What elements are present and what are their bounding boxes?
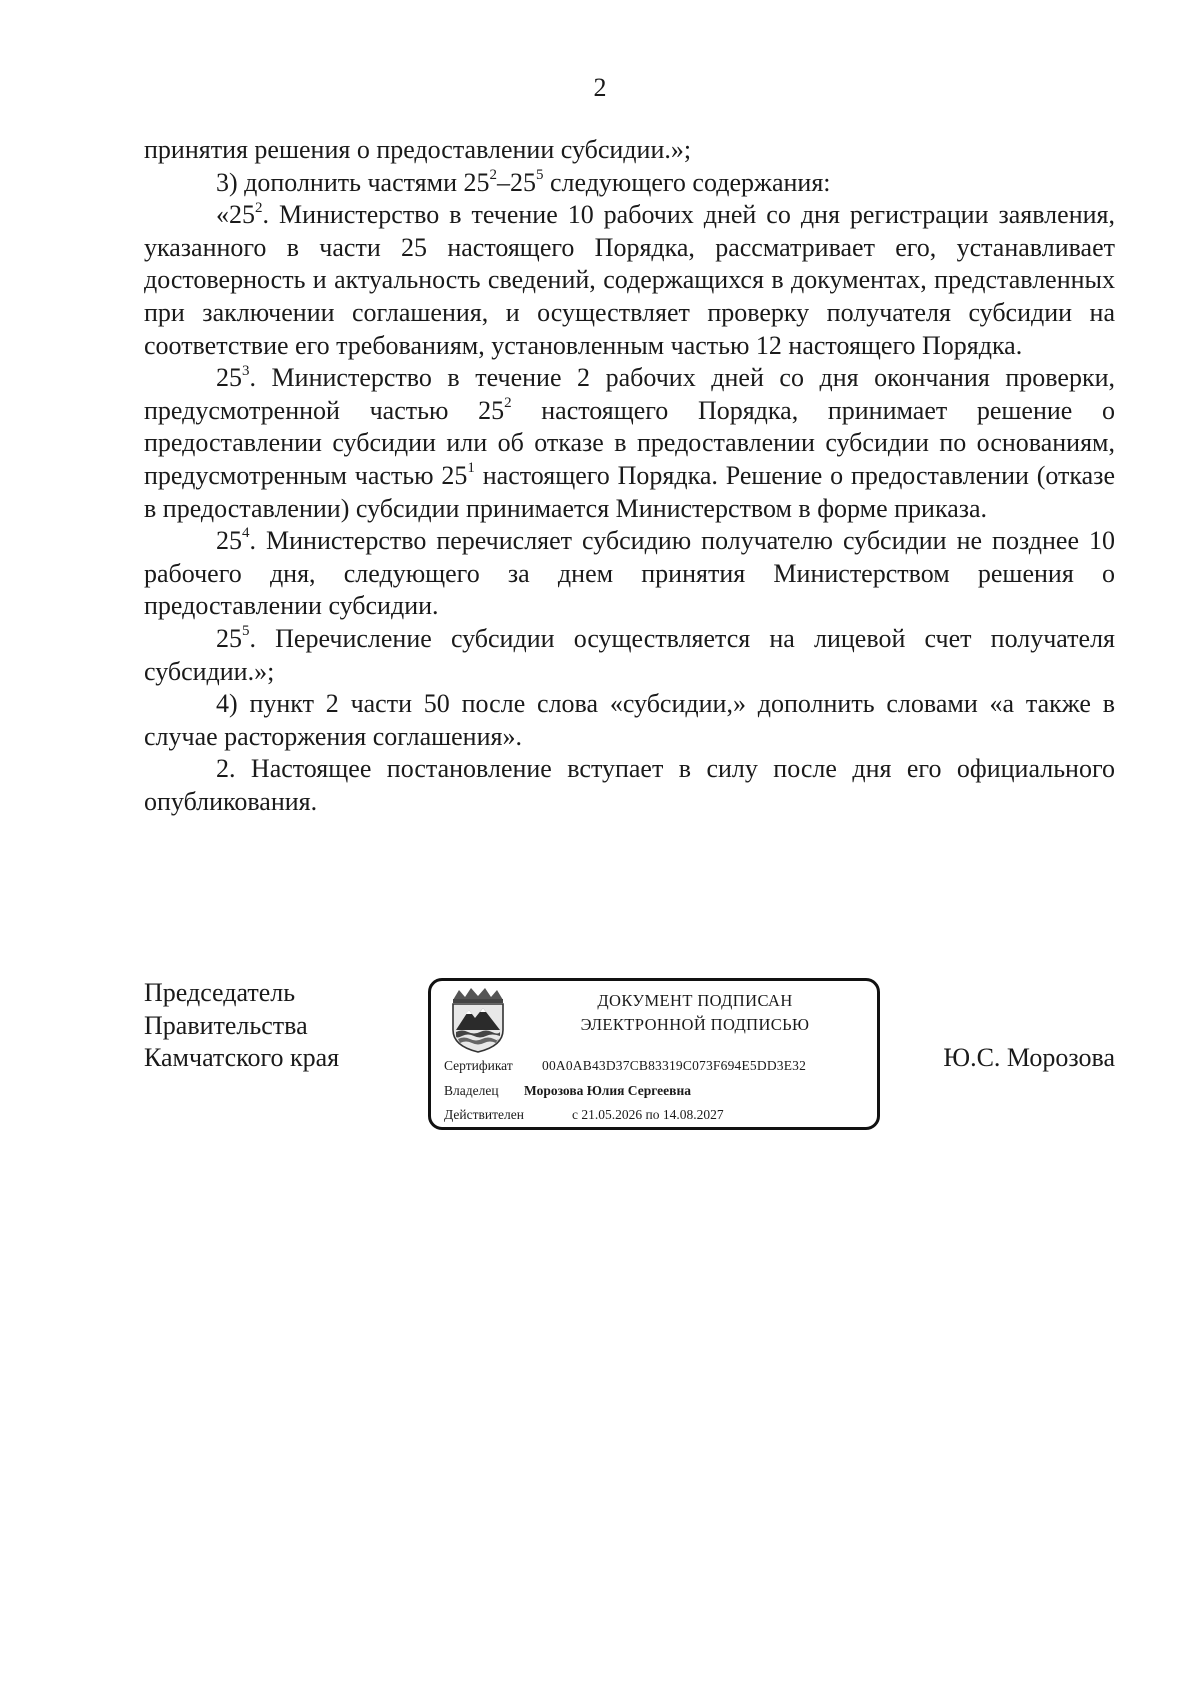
owner-value: Морозова Юлия Сергеевна <box>524 1083 691 1098</box>
certificate-label: Сертификат <box>444 1058 513 1073</box>
signatory-title <box>144 977 339 1075</box>
validity-row <box>444 1107 724 1123</box>
paragraph: 2. Настоящее постановление вступает в силу после дня его официального опубликования. <box>144 754 1115 816</box>
paragraph: 4) пункт 2 части 50 после слова «субсидии,» дополнить словами «а также в случае расторжения соглашения». <box>144 689 1115 751</box>
document-body <box>144 134 1115 818</box>
electronic-signature-stamp <box>428 978 880 1130</box>
stamp-title: ДОКУМЕНТ ПОДПИСАН <box>597 991 793 1010</box>
owner-row <box>444 1083 691 1099</box>
validity-label: Действителен <box>444 1107 524 1122</box>
paragraph: принятия решения о предоставлении субсидии.»; <box>144 135 692 164</box>
signatory-title-line: Правительства <box>144 1010 308 1040</box>
signatory-title-line: Председатель <box>144 978 296 1007</box>
stamp-title: ЭЛЕКТРОННОЙ ПОДПИСЬЮ <box>580 1015 810 1034</box>
owner-label: Владелец <box>444 1083 499 1098</box>
page-number: 2 <box>593 73 607 102</box>
paragraph: $25^3$. Министерство в течение 2 рабочих дней со дня окончания проверки, предусмотренной частью $25^2$ настоящего Порядка, принимает решение о предоставлении субсидии или об отказе в предоставлении субсидии по основаниям, предусмотренным частью $25^1$ настоящего Порядка. Решение о предоставлении (отказе в предоставлении) субсидии принимается Министерством в форме приказа. <box>144 362 1115 523</box>
certificate-value: 00A0AB43D37CB83319C073F694E5DD3E32 <box>542 1058 807 1073</box>
signatory-name: Ю.С. Морозова <box>943 1043 1115 1072</box>
validity-value: с 21.05.2026 по 14.08.2027 <box>572 1107 724 1122</box>
paragraph: $25^5$. Перечисление субсидии осуществляется на лицевой счет получателя субсидии.»; <box>144 623 1115 686</box>
paragraph: 3) дополнить частями $25^2-25^5$ следующего содержания: <box>216 166 831 197</box>
kamchatka-coat-of-arms-icon <box>447 986 509 1054</box>
signatory-title-line: Камчатского края <box>144 1043 340 1073</box>
certificate-row <box>444 1058 807 1074</box>
paragraph: $25^4$. Министерство перечисляет субсидию получателю субсидии не позднее 10 рабочего дня, следующего за днем принятия Министерством решения о предоставлении субсидии. <box>144 525 1115 621</box>
paragraph: «$25^2$. Министерство в течение 10 рабочих дней со дня регистрации заявления, указанного в части 25 настоящего Порядка, рассматривает его, устанавливает достоверность и актуальность сведений, содержащихся в документах, представленных при заключении соглашения, и осуществляет проверку получателя субсидии на соответствие его требованиям, установленным частью 12 настоящего Порядка. <box>144 199 1115 360</box>
